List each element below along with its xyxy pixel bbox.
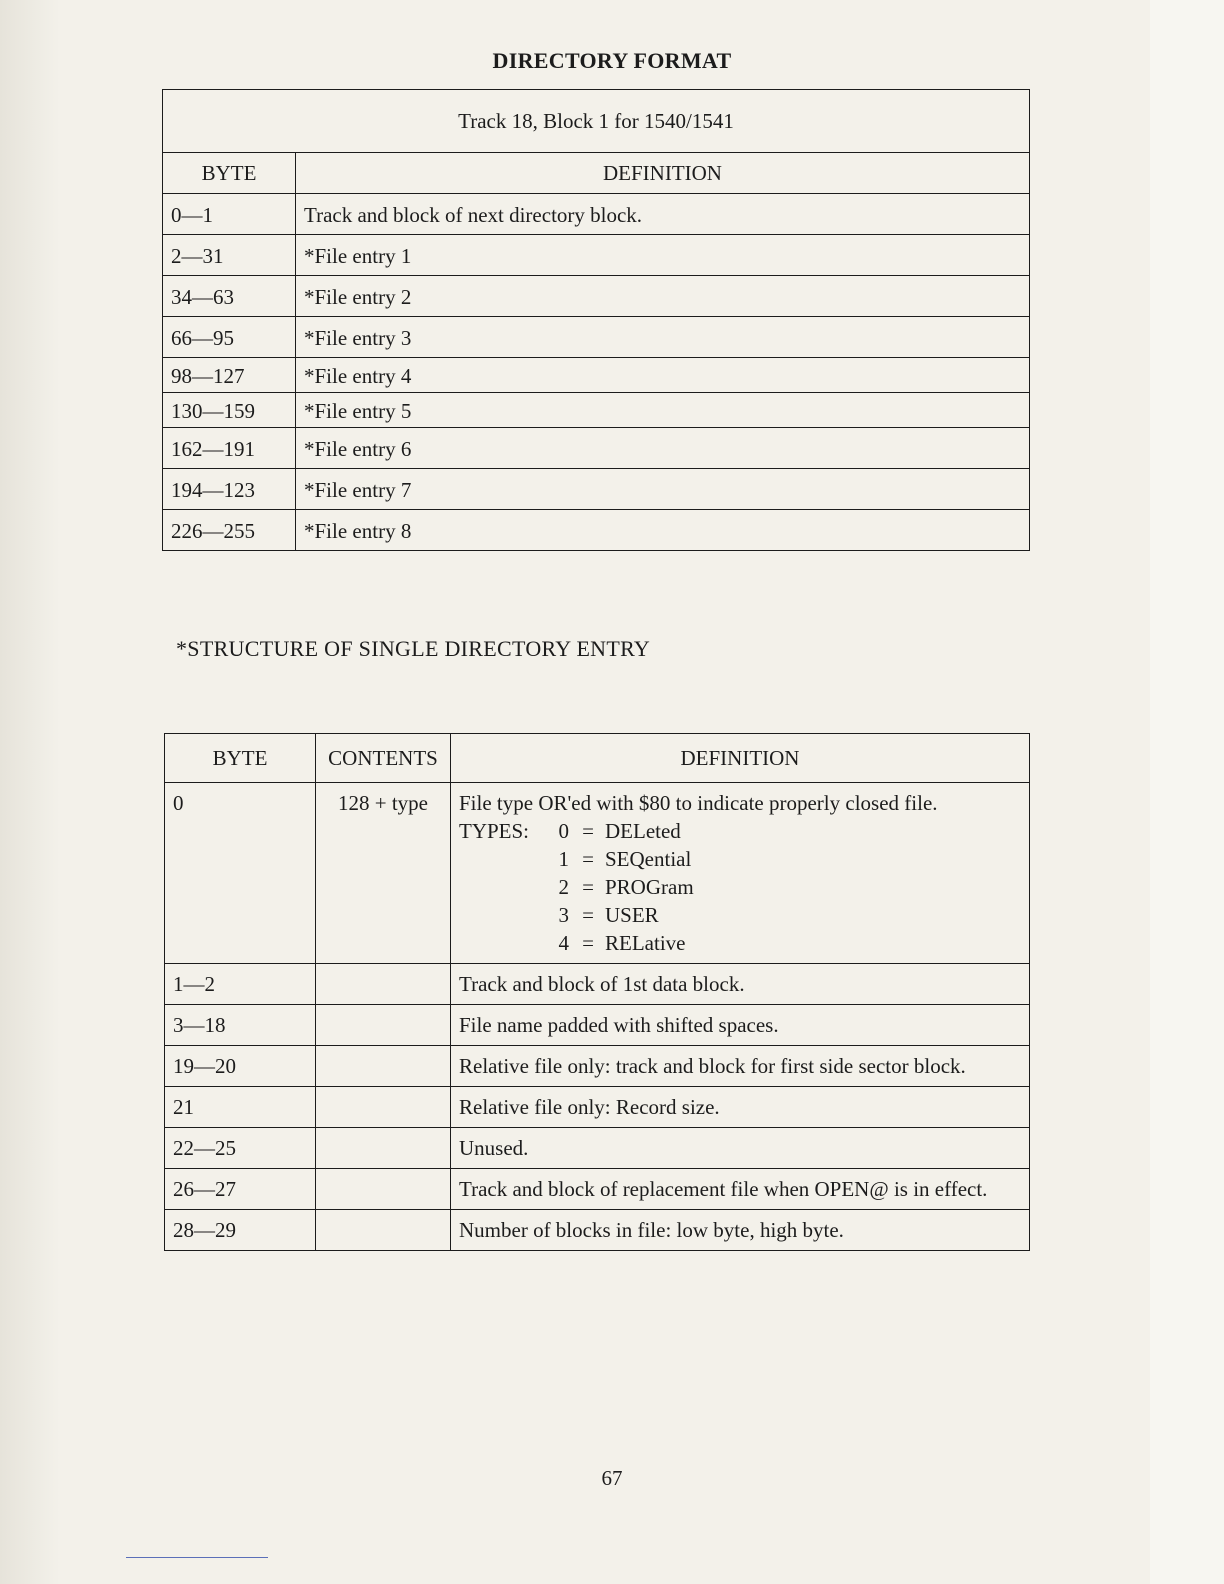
type-code: 0: [558, 819, 569, 843]
cell-byte: 130—159: [163, 393, 296, 428]
cell-definition: Track and block of replacement file when OPEN@ is in effect.: [451, 1169, 1030, 1210]
cell-contents: [316, 1005, 451, 1046]
column-header-byte: BYTE: [165, 734, 316, 783]
cell-definition: *File entry 7: [296, 469, 1030, 510]
table-row: [163, 393, 1030, 428]
cell-contents: [316, 964, 451, 1005]
cell-definition: Number of blocks in file: low byte, high byte.: [451, 1210, 1030, 1251]
table-header-row: [163, 153, 1030, 194]
page-shadow: [0, 0, 60, 1584]
table-caption-row: [163, 90, 1030, 153]
table-row: [163, 317, 1030, 358]
cell-byte: 226—255: [163, 510, 296, 551]
cell-byte: 0: [165, 783, 316, 964]
table-row: [165, 783, 1030, 964]
directory-format-table: [162, 89, 1030, 551]
column-header-contents: CONTENTS: [316, 734, 451, 783]
type-code: 1: [558, 847, 569, 871]
table-caption: Track 18, Block 1 for 1540/1541: [163, 90, 1030, 153]
cell-byte: 66—95: [163, 317, 296, 358]
column-header-definition: DEFINITION: [296, 153, 1030, 194]
cell-definition: *File entry 6: [296, 428, 1030, 469]
cell-byte: 19—20: [165, 1046, 316, 1087]
cell-contents: [316, 1169, 451, 1210]
file-type-description: File type OR'ed with $80 to indicate properly closed file.: [459, 791, 938, 815]
cell-byte: 26—27: [165, 1169, 316, 1210]
cell-byte: 3—18: [165, 1005, 316, 1046]
cell-definition: *File entry 5: [296, 393, 1030, 428]
table-row: [165, 1128, 1030, 1169]
cell-byte: 194—123: [163, 469, 296, 510]
cell-definition: *File entry 2: [296, 276, 1030, 317]
cell-byte: 34—63: [163, 276, 296, 317]
table-row: [163, 194, 1030, 235]
table-row: [165, 1169, 1030, 1210]
cell-contents: [316, 1046, 451, 1087]
table-row: [163, 235, 1030, 276]
cell-contents: [316, 1128, 451, 1169]
column-header-byte: BYTE: [163, 153, 296, 194]
cell-definition: *File entry 3: [296, 317, 1030, 358]
cell-definition: Track and block of 1st data block.: [451, 964, 1030, 1005]
cell-contents: [316, 1087, 451, 1128]
table-row: [165, 1005, 1030, 1046]
cell-contents: [316, 1210, 451, 1251]
cell-byte: 98—127: [163, 358, 296, 393]
cell-contents: 128 + type: [316, 783, 451, 964]
equals-sign: =: [582, 875, 594, 899]
table-row: [163, 469, 1030, 510]
column-header-definition: DEFINITION: [451, 734, 1030, 783]
cell-definition: File name padded with shifted spaces.: [451, 1005, 1030, 1046]
table-header-row: [165, 734, 1030, 783]
type-name: SEQential: [605, 847, 692, 871]
table-row: [163, 428, 1030, 469]
footnote-divider: [126, 1557, 268, 1558]
type-name: PROGram: [605, 875, 694, 899]
cell-byte: 0—1: [163, 194, 296, 235]
equals-sign: =: [582, 819, 594, 843]
file-types-list: [459, 817, 1021, 957]
page-title: DIRECTORY FORMAT: [492, 48, 732, 73]
equals-sign: =: [582, 903, 594, 927]
type-name: USER: [605, 903, 659, 927]
type-code: 4: [558, 931, 569, 955]
cell-byte: 1—2: [165, 964, 316, 1005]
page-edge: [1150, 0, 1224, 1584]
cell-definition: Track and block of next directory block.: [296, 194, 1030, 235]
cell-byte: 28—29: [165, 1210, 316, 1251]
equals-sign: =: [582, 847, 594, 871]
table-row: [165, 1210, 1030, 1251]
table-row: [163, 510, 1030, 551]
cell-byte: 162—191: [163, 428, 296, 469]
table-row: [163, 358, 1030, 393]
section-title: *STRUCTURE OF SINGLE DIRECTORY ENTRY: [176, 636, 651, 661]
cell-byte: 22—25: [165, 1128, 316, 1169]
cell-byte: 21: [165, 1087, 316, 1128]
table-row: [165, 1046, 1030, 1087]
table-row: [165, 1087, 1030, 1128]
cell-definition: Relative file only: track and block for first side sector block.: [451, 1046, 1030, 1087]
type-code: 2: [558, 875, 569, 899]
cell-definition: *File entry 8: [296, 510, 1030, 551]
types-label: TYPES:: [459, 819, 530, 843]
cell-definition: *File entry 4: [296, 358, 1030, 393]
equals-sign: =: [582, 931, 594, 955]
cell-definition: [451, 783, 1030, 964]
type-code: 3: [558, 903, 569, 927]
directory-entry-structure-table: [164, 733, 1030, 1251]
type-name: DELeted: [605, 819, 681, 843]
type-name: RELative: [605, 931, 686, 955]
cell-definition: Unused.: [451, 1128, 1030, 1169]
cell-definition: Relative file only: Record size.: [451, 1087, 1030, 1128]
cell-byte: 2—31: [163, 235, 296, 276]
page-number: 67: [601, 1466, 623, 1490]
cell-definition: *File entry 1: [296, 235, 1030, 276]
table-row: [163, 276, 1030, 317]
table-row: [165, 964, 1030, 1005]
